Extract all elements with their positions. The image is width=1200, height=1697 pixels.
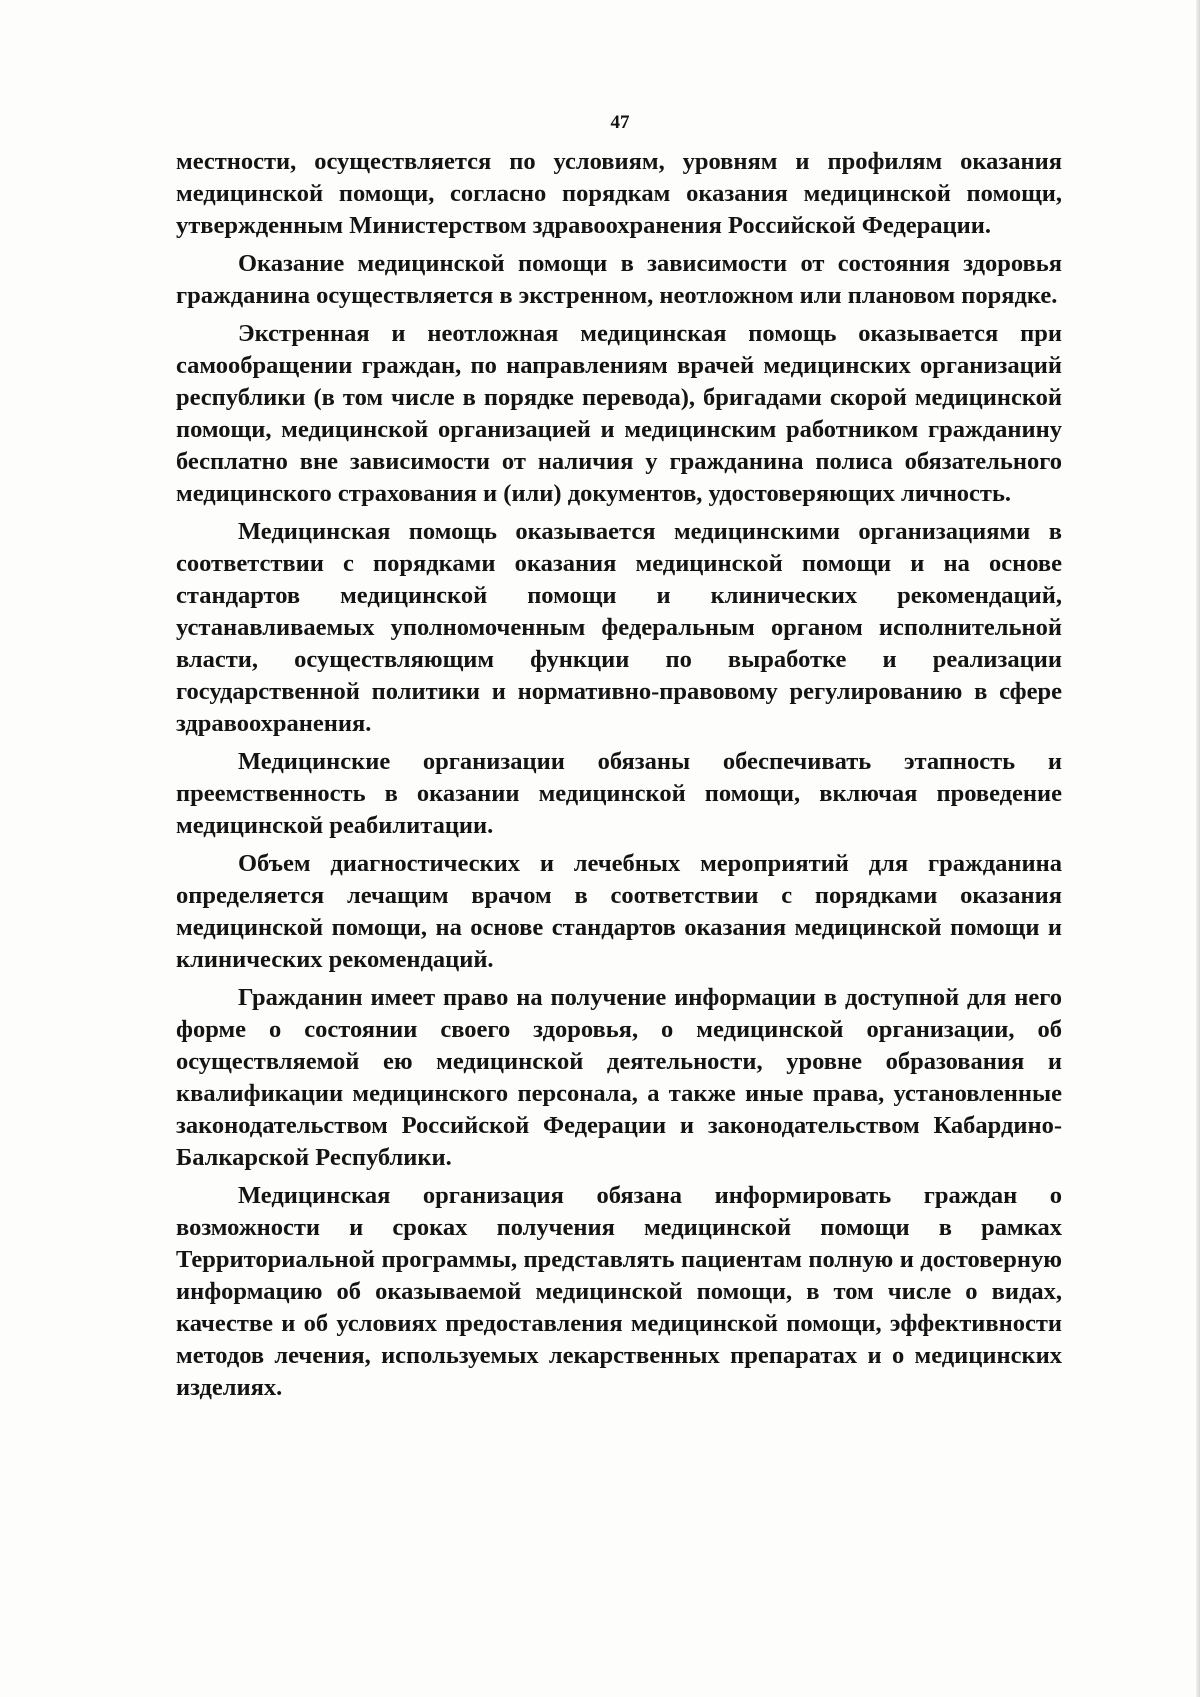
paragraph: Гражданин имеет право на получение информации в доступной для него форме о состоянии своего здоровья, о медицинской организации, об осуществляемой ею медицинской деятельности, уровне образования и квалификации медицинского персонала, а также иные права, установленные законодательством Российской Федерации и законодательством Кабардино-Балкарской Республики. [176,984,1062,1171]
paragraph: Оказание медицинской помощи в зависимости от состояния здоровья гражданина осуществляется в экстренном, неотложном или плановом порядке. [176,250,1062,309]
paragraph: местности, осуществляется по условиям, уровням и профилям оказания медицинской помощи, согласно порядкам оказания медицинской помощи, утвержденным Министерством здравоохранения Российской Федерации. [176,148,1062,239]
paragraph: Медицинская организация обязана информировать граждан о возможности и сроках получения медицинской помощи в рамках Территориальной программы, представлять пациентам полную и достоверную информацию об оказываемой медицинской помощи, в том числе о видах, качестве и об условиях предоставления медицинской помощи, эффективности методов лечения, используемых лекарственных препаратах и о медицинских изделиях. [176,1182,1062,1401]
paragraph: Объем диагностических и лечебных мероприятий для гражданина определяется лечащим врачом в соответствии с порядками оказания медицинской помощи, на основе стандартов оказания медицинской помощи и клинических рекомендаций. [176,850,1062,973]
page-number: 47 [610,112,630,133]
paragraph: Экстренная и неотложная медицинская помощь оказывается при самообращении граждан, по направлениям врачей медицинских организаций республики (в том числе в порядке перевода), бригадами скорой медицинской помощи, медицинской организацией и медицинским работником гражданину бесплатно вне зависимости от наличия у гражданина полиса обязательного медицинского страхования и (или) документов, удостоверяющих личность. [176,320,1062,507]
document-body [176,146,1062,1410]
paragraph: Медицинские организации обязаны обеспечивать этапность и преемственность в оказании медицинской помощи, включая проведение медицинской реабилитации. [176,748,1062,839]
paragraph: Медицинская помощь оказывается медицинскими организациями в соответствии с порядками оказания медицинской помощи и на основе стандартов медицинской помощи и клинических рекомендаций, устанавливаемых уполномоченным федеральным органом исполнительной власти, осуществляющим функции по выработке и реализации государственной политики и нормативно-правовому регулированию в сфере здравоохранения. [176,518,1062,737]
scan-edge [1196,0,1200,1697]
